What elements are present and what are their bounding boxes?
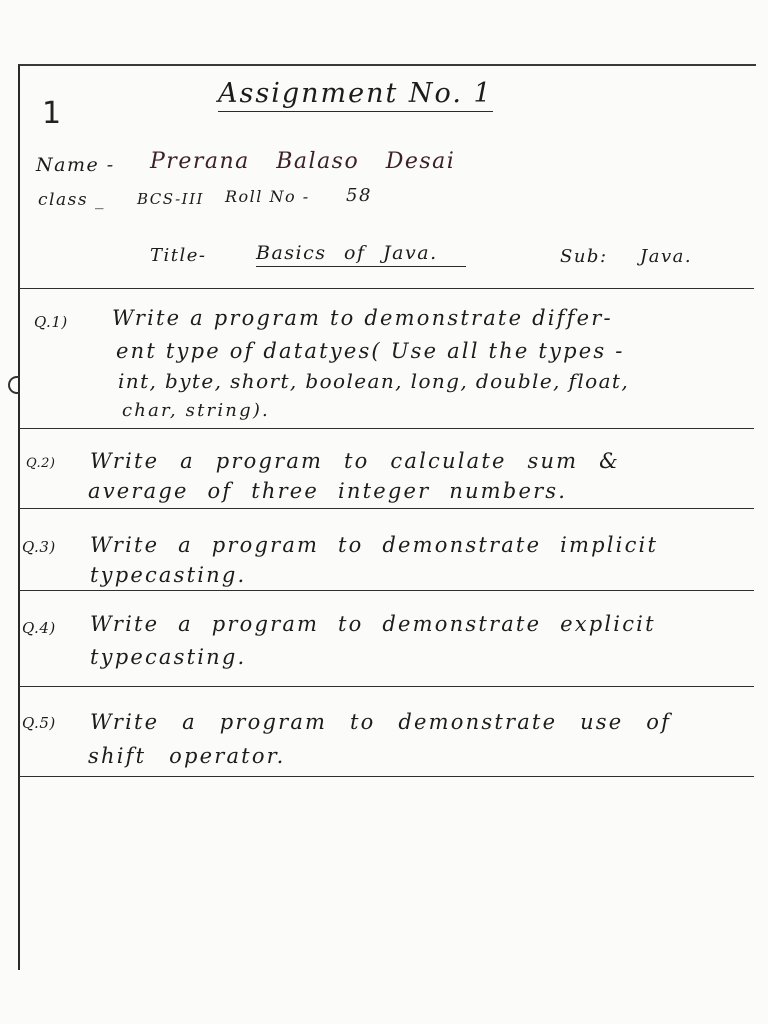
divider-q5 (18, 776, 754, 777)
question-line: int, byte, short, boolean, long, double, float, (118, 369, 630, 393)
question-line: typecasting. (90, 645, 247, 669)
divider-q4 (18, 686, 754, 687)
name-value: Prerana Balaso Desai (150, 149, 456, 174)
question-line: Write a program to demonstrate differ- (112, 306, 613, 330)
question-line: average of three integer numbers. (88, 479, 568, 503)
question-line: Write a program to demonstrate explicit (90, 612, 656, 636)
question-label: Q.1) (34, 313, 68, 331)
stray-mark (8, 376, 19, 394)
question-line: Write a program to demonstrate implicit (90, 533, 659, 557)
question-line: typecasting. (90, 563, 247, 587)
question-line: Write a program to calculate sum & (90, 449, 621, 473)
margin-mark: 1 (42, 96, 62, 131)
assignment-title: Assignment No. 1 (218, 78, 493, 112)
divider-q2 (18, 508, 754, 509)
class-label: class _ (38, 190, 105, 210)
title-label: Title- (150, 245, 207, 266)
subject-label: Sub: (560, 246, 608, 267)
divider-q1 (18, 428, 754, 429)
roll-label: Roll No - (225, 187, 310, 206)
question-line: Write a program to demonstrate use of (90, 710, 672, 734)
question-line: ent type of datatyes( Use all the types - (116, 339, 625, 363)
question-label: Q.3) (22, 538, 56, 556)
question-label: Q.2) (26, 456, 56, 471)
question-line: shift operator. (88, 744, 286, 768)
subject-value: Java. (640, 246, 693, 267)
question-label: Q.4) (22, 619, 56, 637)
title-value: Basics of Java. (256, 242, 466, 267)
page-border (18, 64, 756, 970)
divider-header (18, 288, 754, 289)
divider-q3 (18, 590, 754, 591)
name-label: Name - (36, 154, 115, 176)
question-label: Q.5) (22, 714, 56, 732)
class-value: BCS-III (137, 190, 204, 208)
question-line: char, string). (122, 400, 270, 421)
roll-value: 58 (346, 185, 372, 206)
